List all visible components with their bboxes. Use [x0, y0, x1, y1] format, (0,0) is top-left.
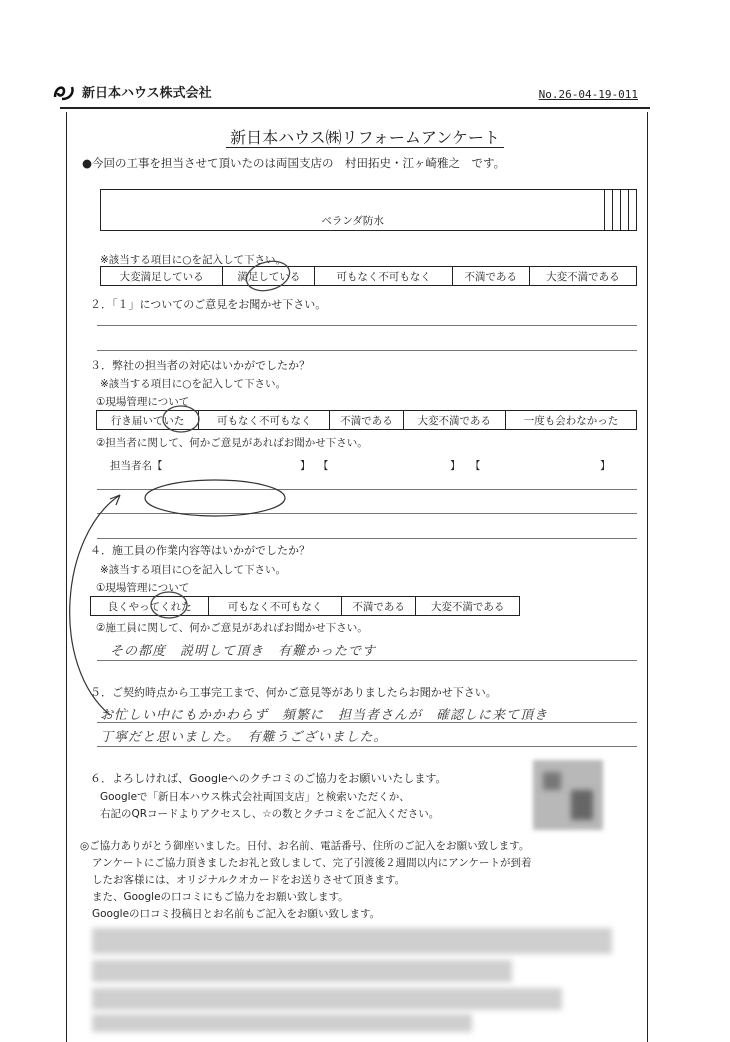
- q1-circle-mark: [238, 258, 298, 294]
- handwritten-arrow: [40, 485, 160, 725]
- q1-option[interactable]: 大変不満である: [529, 267, 636, 286]
- bracket-close: 】: [300, 460, 311, 472]
- q1-note: ※該当する項目に○を記入して下さい。: [100, 254, 286, 266]
- answer-line: [97, 722, 637, 723]
- q6-label: ６．よろしければ、Googleへのクチコミのご協力をお願いいたします。: [90, 772, 447, 785]
- q3-comment-label: ②担当者に関して、何かご意見があればお聞かせ下さい。: [96, 437, 368, 449]
- footer-line: アンケートにご協力頂きましたお礼と致しまして、完了引渡後２週間以内にアンケートが到着: [92, 857, 532, 869]
- q3-label: ３．弊社の担当者の対応はいかがでしたか？: [90, 359, 310, 372]
- q3-option[interactable]: 行き届いていた: [97, 411, 199, 430]
- q6-line2: 右記のQRコードよりアクセスし、☆の数とクチコミをご記入ください。: [100, 808, 440, 820]
- form-title: 新日本ハウス㈱リフォームアンケート: [0, 125, 730, 148]
- q4-option[interactable]: 大変不満である: [416, 597, 520, 616]
- work-item-cell: [621, 190, 629, 231]
- q5-handwritten-line1: お忙しい中にもかかわらず 頻繁に 担当者さんが 確認しに来て頂き: [100, 708, 549, 723]
- answer-line: [97, 350, 637, 351]
- answer-line: [97, 746, 637, 747]
- work-item-cell: [613, 190, 621, 231]
- bracket-open: 【: [318, 460, 329, 472]
- answer-line: [97, 325, 637, 326]
- qr-code[interactable]: [533, 760, 603, 830]
- footer-line: したお客様には、オリジナルクオカードをお送りさせて頂きます。: [92, 874, 406, 886]
- bracket-close: 】: [600, 460, 611, 472]
- redacted-info: [92, 960, 512, 982]
- q3-option[interactable]: 一度も会わなかった: [505, 411, 636, 430]
- q4-comment-label: ②施工員に関して、何かご意見があればお聞かせ下さい。: [96, 622, 368, 634]
- q1-option[interactable]: 不満である: [452, 267, 529, 286]
- bracket-close: 】: [450, 460, 461, 472]
- q1-option[interactable]: 満足している: [223, 267, 315, 286]
- redacted-info: [92, 988, 562, 1010]
- q1-options: [100, 266, 637, 286]
- bracket-open: 【: [470, 460, 481, 472]
- q4-handwritten-comment: その都度 説明して頂き 有難かったです: [110, 644, 377, 659]
- q3-option[interactable]: 大変不満である: [403, 411, 505, 430]
- document-number: No.26-04-19-011: [538, 88, 638, 101]
- footer-line: ◎ご協力ありがとう御座いました。日付、お名前、電話番号、住所のご記入をお願い致します。: [80, 840, 530, 852]
- header-divider: [60, 107, 650, 109]
- q3-option[interactable]: 不満である: [330, 411, 403, 430]
- redacted-info: [92, 928, 612, 954]
- q3-circle-mark: [158, 402, 204, 436]
- logo-icon: [52, 83, 78, 101]
- q1-option[interactable]: 可もなく不可もなく: [315, 267, 452, 286]
- q4-option[interactable]: 可もなく不可もなく: [209, 597, 342, 616]
- work-item-cell: [605, 190, 613, 231]
- q4-option[interactable]: 不満である: [341, 597, 415, 616]
- answer-line: [97, 660, 637, 661]
- q6-line1: Googleで「新日本ハウス株式会社両国支店」と検索いただくか、: [100, 791, 410, 803]
- q5-handwritten-line2: 丁寧だと思いました。 有難うございました。: [100, 730, 388, 745]
- intro-text: ●今回の工事を担当させて頂いたのは両国支店の 村田拓史・江ヶ崎雅之 です。: [82, 156, 506, 170]
- company-logo: [52, 82, 212, 101]
- footer-line: Googleの口コミ投稿日とお名前もご記入をお願い致します。: [92, 908, 381, 920]
- q3-option[interactable]: 可もなく不可もなく: [199, 411, 330, 430]
- q4-sub: ①現場管理について: [96, 582, 190, 594]
- q3-note: ※該当する項目に○を記入して下さい。: [100, 378, 286, 390]
- redacted-info: [92, 1014, 472, 1032]
- work-item-cell: [629, 190, 637, 231]
- q1-option[interactable]: 大変満足している: [101, 267, 223, 286]
- q5-label: ５．ご契約時点から工事完工まで、何かご意見等がありましたらお聞かせ下さい。: [90, 686, 497, 699]
- company-name: 新日本ハウス株式会社: [82, 86, 212, 101]
- handwritten-ellipse: [140, 476, 290, 520]
- footer-line: また、Googleの口コミにもご協力をお願い致します。: [92, 891, 349, 903]
- staff-name-label: 担当者名【: [110, 460, 163, 472]
- work-item-cell: ベランダ防水: [101, 190, 605, 231]
- q4-label: ４．施工員の作業内容等はいかがでしたか？: [90, 544, 310, 557]
- q3-sub: ①現場管理について: [96, 396, 190, 408]
- answer-line: [97, 538, 637, 539]
- q4-option[interactable]: 良くやってくれた: [91, 597, 209, 616]
- q2-label: ２．「１」についてのご意見をお聞かせ下さい。: [90, 298, 327, 311]
- q4-note: ※該当する項目に○を記入して下さい。: [100, 564, 286, 576]
- work-items-table: [100, 189, 637, 231]
